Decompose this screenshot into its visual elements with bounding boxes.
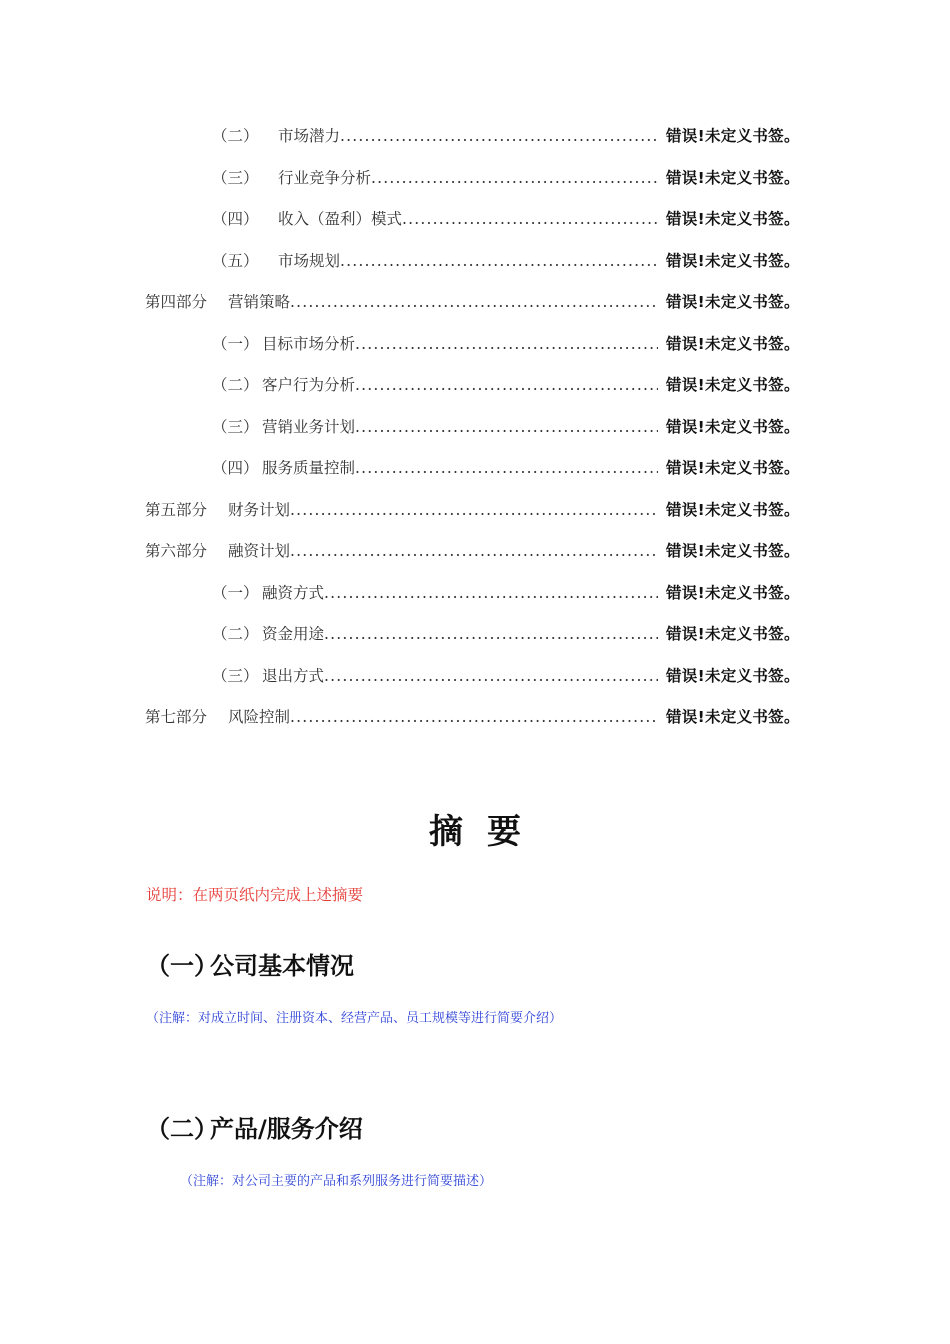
toc-entry[interactable] bbox=[212, 249, 658, 273]
toc-entry-title: 市场潜力 bbox=[278, 127, 341, 145]
toc-entry[interactable] bbox=[212, 415, 658, 439]
toc-leader-dots bbox=[371, 166, 658, 190]
toc-entry-title: 融资计划 bbox=[228, 542, 291, 560]
toc-leader-dots bbox=[290, 705, 658, 729]
section-heading-number: （一） bbox=[146, 952, 218, 980]
summary-instruction: 说明：在两页纸内完成上述摘要 bbox=[146, 886, 364, 904]
toc-entry[interactable] bbox=[212, 581, 658, 605]
toc-entry-title: 目标市场分析 bbox=[262, 335, 356, 353]
toc-leader-dots bbox=[324, 622, 658, 646]
toc-entry-title: 收入（盈利）模式 bbox=[278, 210, 403, 228]
toc-bookmark-error: 错误!未定义书签。 bbox=[666, 542, 800, 560]
toc-entry-title: 融资方式 bbox=[262, 584, 325, 602]
toc-leader-dots bbox=[290, 539, 658, 563]
toc-bookmark-error: 错误!未定义书签。 bbox=[666, 127, 800, 145]
toc-entry-title: 营销业务计划 bbox=[262, 418, 356, 436]
toc-leader-dots bbox=[324, 581, 658, 605]
toc-bookmark-error: 错误!未定义书签。 bbox=[666, 418, 800, 436]
toc-leader-dots bbox=[290, 498, 658, 522]
toc-entry[interactable] bbox=[212, 166, 658, 190]
section-heading-title: 公司基本情况 bbox=[210, 952, 354, 980]
section-heading bbox=[146, 946, 354, 981]
toc-entry-title: 市场规划 bbox=[278, 252, 341, 270]
toc-bookmark-error: 错误!未定义书签。 bbox=[666, 708, 800, 726]
toc-entry-title: 风险控制 bbox=[228, 708, 291, 726]
toc-leader-dots bbox=[355, 456, 658, 480]
toc-entry[interactable] bbox=[212, 207, 658, 231]
toc-entry-number: （三） bbox=[212, 169, 259, 187]
toc-leader-dots bbox=[355, 332, 658, 356]
toc-entry-number: （二） bbox=[212, 127, 259, 145]
toc-entry[interactable] bbox=[212, 373, 658, 397]
section-heading-title: 产品/服务介绍 bbox=[210, 1115, 363, 1143]
toc-entry-title: 财务计划 bbox=[228, 501, 291, 519]
toc-entry-title: 营销策略 bbox=[228, 293, 291, 311]
toc-entry[interactable] bbox=[212, 332, 658, 356]
section-heading-number: （二） bbox=[146, 1115, 218, 1143]
toc-bookmark-error: 错误!未定义书签。 bbox=[666, 667, 800, 685]
toc-leader-dots bbox=[355, 373, 658, 397]
toc-entry-number: 第七部分 bbox=[145, 708, 208, 726]
toc-bookmark-error: 错误!未定义书签。 bbox=[666, 501, 800, 519]
toc-entry-number: （三） bbox=[212, 418, 259, 436]
summary-title: 摘要 bbox=[429, 812, 545, 852]
toc-entry-number: （五） bbox=[212, 252, 259, 270]
toc-bookmark-error: 错误!未定义书签。 bbox=[666, 335, 800, 353]
toc-entry-title: 退出方式 bbox=[262, 667, 325, 685]
toc-bookmark-error: 错误!未定义书签。 bbox=[666, 376, 800, 394]
toc-entry[interactable] bbox=[145, 539, 658, 563]
toc-entry-number: （二） bbox=[212, 376, 259, 394]
toc-entry-number: （三） bbox=[212, 667, 259, 685]
toc-leader-dots bbox=[402, 207, 658, 231]
toc-leader-dots bbox=[324, 664, 658, 688]
toc-entry-number: （四） bbox=[212, 459, 259, 477]
toc-entry[interactable] bbox=[212, 622, 658, 646]
toc-bookmark-error: 错误!未定义书签。 bbox=[666, 293, 800, 311]
toc-entry-number: （二） bbox=[212, 625, 259, 643]
toc-bookmark-error: 错误!未定义书签。 bbox=[666, 459, 800, 477]
toc-bookmark-error: 错误!未定义书签。 bbox=[666, 169, 800, 187]
toc-entry[interactable] bbox=[212, 124, 658, 148]
toc-entry-number: 第五部分 bbox=[145, 501, 208, 519]
toc-entry[interactable] bbox=[145, 705, 658, 729]
toc-bookmark-error: 错误!未定义书签。 bbox=[666, 625, 800, 643]
section-annotation: （注解：对公司主要的产品和系列服务进行简要描述） bbox=[180, 1174, 493, 1189]
toc-leader-dots bbox=[355, 415, 658, 439]
section-annotation: （注解：对成立时间、注册资本、经营产品、员工规模等进行简要介绍） bbox=[146, 1011, 563, 1026]
toc-entry[interactable] bbox=[145, 290, 658, 314]
toc-entry-title: 资金用途 bbox=[262, 625, 325, 643]
toc-entry-title: 服务质量控制 bbox=[262, 459, 356, 477]
toc-entry[interactable] bbox=[212, 664, 658, 688]
toc-entry-number: （四） bbox=[212, 210, 259, 228]
toc-entry-title: 行业竞争分析 bbox=[278, 169, 372, 187]
toc-entry[interactable] bbox=[212, 456, 658, 480]
toc-bookmark-error: 错误!未定义书签。 bbox=[666, 252, 800, 270]
toc-entry-number: （一） bbox=[212, 335, 259, 353]
toc-bookmark-error: 错误!未定义书签。 bbox=[666, 584, 800, 602]
toc-entry-number: （一） bbox=[212, 584, 259, 602]
toc-entry-number: 第四部分 bbox=[145, 293, 208, 311]
toc-leader-dots bbox=[340, 249, 658, 273]
toc-entry-title: 客户行为分析 bbox=[262, 376, 356, 394]
toc-leader-dots bbox=[340, 124, 658, 148]
toc-entry-number: 第六部分 bbox=[145, 542, 208, 560]
toc-bookmark-error: 错误!未定义书签。 bbox=[666, 210, 800, 228]
section-heading bbox=[146, 1109, 363, 1144]
toc-leader-dots bbox=[290, 290, 658, 314]
toc-entry[interactable] bbox=[145, 498, 658, 522]
